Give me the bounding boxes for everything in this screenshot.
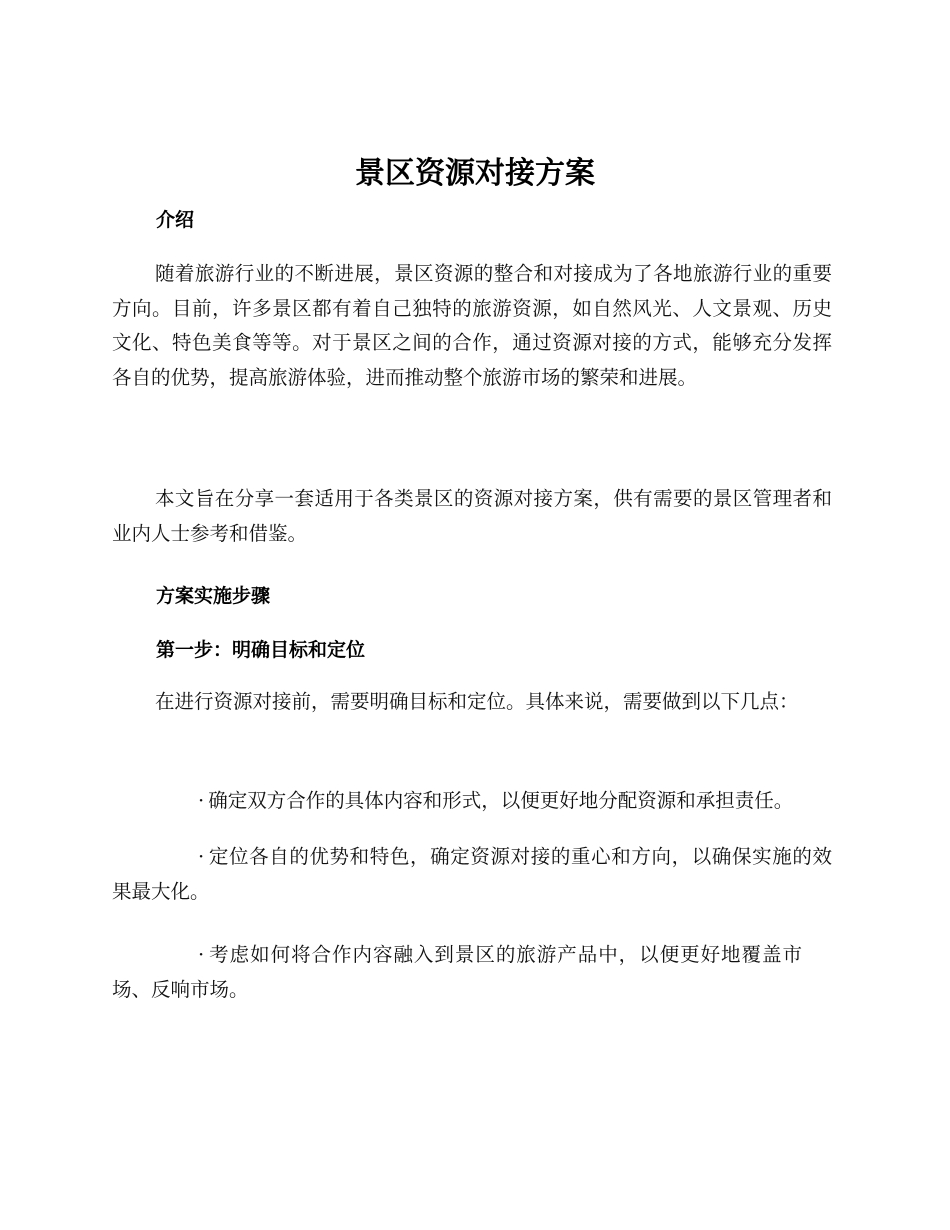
intro-paragraph-2: 本文旨在分享一套适用于各类景区的资源对接方案，供有需要的景区管理者和业内人士参考和借鉴。 bbox=[112, 487, 832, 545]
bullet-text: 考虑如何将合作内容融入到景区的旅游产品中，以便更好地覆盖市场、反响市场。 bbox=[112, 943, 802, 1001]
intro-heading: 介绍 bbox=[156, 209, 195, 231]
bullet-item bbox=[112, 840, 832, 909]
bullet-item bbox=[112, 938, 802, 1007]
document-title: 景区资源对接方案 bbox=[355, 156, 595, 191]
bullet-mark: · bbox=[198, 943, 205, 966]
bullet-mark: · bbox=[198, 845, 205, 868]
bullet-item bbox=[112, 784, 832, 819]
bullet-mark: · bbox=[198, 789, 205, 812]
step1-paragraph: 在进行资源对接前，需要明确目标和定位。具体来说，需要做到以下几点： bbox=[155, 690, 799, 713]
steps-heading: 方案实施步骤 bbox=[156, 585, 271, 607]
bullet-text: 确定双方合作的具体内容和形式，以便更好地分配资源和承担责任。 bbox=[208, 789, 794, 812]
bullet-text: 定位各自的优势和特色，确定资源对接的重心和方向，以确保实施的效果最大化。 bbox=[112, 845, 832, 903]
intro-paragraph-1: 随着旅游行业的不断进展，景区资源的整合和对接成为了各地旅游行业的重要方向。目前，许多景区都有着自己独特的旅游资源，如自然风光、人文景观、历史文化、特色美食等等。对于景区之间的合作，通过资源对接的方式，能够充分发挥各自的优势，提高旅游体验，进而推动整个旅游市场的繁荣和进展。 bbox=[112, 262, 832, 389]
step1-heading: 第一步：明确目标和定位 bbox=[156, 639, 366, 661]
